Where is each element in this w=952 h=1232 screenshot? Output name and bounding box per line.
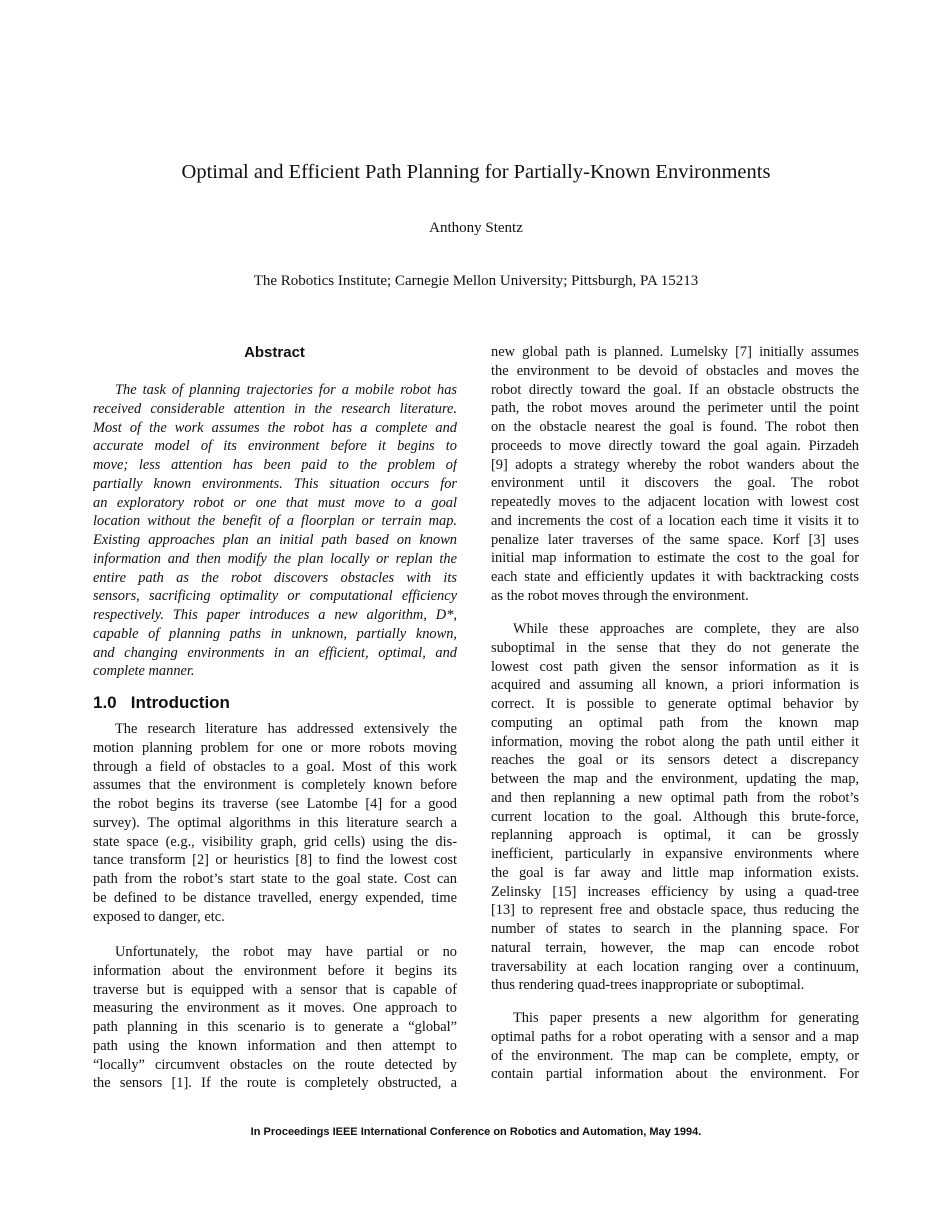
text-line: number of states to search in the planning space. For xyxy=(491,921,859,937)
text-line: traversability at each location ranging over a continuum, xyxy=(491,958,859,975)
text-line: move; less attention has been paid to the problem of xyxy=(93,457,457,473)
text-line: respectively. This paper introduces a new algorithm, D*, xyxy=(93,607,457,623)
text-line: Most of the work assumes the robot has a complete and xyxy=(93,419,457,436)
text-line: be defined to be distance travelled, energy expended, time xyxy=(93,889,457,906)
text-line: capable of planning paths in unknown, partially known, xyxy=(93,625,457,642)
text-line: of the environment. The map can be complete, empty, or xyxy=(491,1047,859,1064)
text-line: assumes that the environment is completely known before xyxy=(93,777,457,794)
text-line: initial map information to estimate the cost to the goal for xyxy=(491,550,859,567)
text-line: each state and efficiently updates it with backtracking costs xyxy=(491,569,859,585)
text-line: between the map and the environment, updating the map, xyxy=(491,771,859,787)
text-line: complete manner. xyxy=(93,663,195,680)
text-line: survey). The optimal algorithms in this literature search a xyxy=(93,814,457,831)
text-line: and then replanning a new optimal path from the robot’s xyxy=(491,789,859,806)
text-line: inefficient, particularly in expansive environments where xyxy=(491,846,859,862)
affiliation: The Robotics Institute; Carnegie Mellon University; Pittsburgh, PA 15213 xyxy=(253,273,699,289)
intro-paragraph-4 xyxy=(491,620,859,995)
text-line: the sensors [1]. If the route is completely obstructed, a xyxy=(93,1075,457,1092)
text-line: repeatedly moves to the adjacent location with lowest cost xyxy=(491,494,859,510)
text-line: exposed to danger, etc. xyxy=(93,908,225,925)
text-line: thus rendering quad-trees inappropriate or suboptimal. xyxy=(491,977,805,994)
text-line: as the robot moves through the environment. xyxy=(491,587,749,604)
abstract-heading: Abstract xyxy=(244,344,305,361)
text-line: information, moving the robot along the path until either it xyxy=(491,733,859,750)
text-line: acquired and assuming all known, a priori information is xyxy=(491,677,859,694)
text-line: traverse but is equipped with a sensor that is capable of xyxy=(93,981,457,998)
text-line: motion planning problem for one or more robots moving xyxy=(93,739,457,756)
text-line: While these approaches are complete, they are also xyxy=(513,621,859,637)
abstract-body xyxy=(93,381,457,681)
text-line: correct. It is possible to generate optimal behavior by xyxy=(491,696,859,712)
text-line: [9] adopts a strategy whereby the robot wanders about the xyxy=(491,456,859,473)
text-line: and increments the cost of a location each time it visits it to xyxy=(491,512,859,529)
intro-paragraph-1 xyxy=(93,720,457,926)
text-line: measuring the environment as it moves. One approach to xyxy=(93,1000,457,1017)
text-line: sensors, sacrificing optimality or computational efficiency xyxy=(93,588,457,605)
text-line: new global path is planned. Lumelsky [7] initially assumes xyxy=(491,344,859,360)
text-line: path using the known information and then attempt to xyxy=(93,1037,457,1054)
footer-citation: In Proceedings IEEE International Conference on Robotics and Automation, May 1994. xyxy=(250,1126,702,1138)
author: Anthony Stentz xyxy=(429,220,523,236)
text-line: received considerable attention in the research literature. xyxy=(93,400,457,417)
text-line: suboptimal in the sense that they do not generate the xyxy=(491,639,859,656)
introduction-heading: 1.0 Introduction xyxy=(93,693,230,712)
text-line: on the obstacle nearest the goal is found. The robot then xyxy=(491,419,859,435)
text-line: replanning approach is optimal, it can be grossly xyxy=(491,827,859,844)
text-line: Existing approaches plan an initial path based on known xyxy=(93,532,457,548)
text-line: entire path as the robot discovers obstacles with its xyxy=(93,569,457,586)
text-line: the robot begins its traverse (see Latombe [4] for a good xyxy=(93,796,457,812)
text-line: Unfortunately, the robot may have partial or no xyxy=(115,944,457,960)
text-line: path from the robot’s start state to the goal state. Cost can xyxy=(93,871,457,887)
text-line: information and then modify the plan locally or replan the xyxy=(93,550,457,567)
text-line: Zelinsky [15] increases efficiency by using a quad-tree xyxy=(491,883,859,900)
text-line: current location to the goal. Although this brute-force, xyxy=(491,808,859,825)
text-line: environment until it discovers the goal. The robot xyxy=(491,475,859,492)
text-line: “locally” circumvent obstacles on the route detected by xyxy=(93,1056,457,1073)
text-line: information about the environment before it begins its xyxy=(93,962,457,979)
text-line: tance transform [2] or heuristics [8] to find the lowest cost xyxy=(93,852,457,869)
text-line: computing an optimal path from the known map xyxy=(491,714,859,731)
text-line: The research literature has addressed extensively the xyxy=(115,721,457,737)
text-line: This paper presents a new algorithm for generating xyxy=(513,1010,859,1026)
intro-paragraph-3 xyxy=(491,343,859,606)
text-line: optimal paths for a robot operating with a sensor and a map xyxy=(491,1028,859,1045)
text-line: location without the benefit of a floorplan or terrain map. xyxy=(93,513,457,530)
text-line: through a field of obstacles to a goal. Most of this work xyxy=(93,758,457,775)
text-line: robot directly toward the goal. If an obstacle obstructs the xyxy=(491,381,859,398)
text-line: and changing environments in an efficient, optimal, and xyxy=(93,644,457,661)
text-line: the environment to be devoid of obstacles and moves the xyxy=(491,362,859,379)
text-line: the goal is far away and little map information exists. xyxy=(491,864,859,881)
text-line: contain partial information about the environment. For xyxy=(491,1066,859,1083)
text-line: lowest cost path given the sensor information as it is xyxy=(491,658,859,675)
text-line: reaches the goal or its sensors detect a discrepancy xyxy=(491,752,859,769)
text-line: state space (e.g., visibility graph, grid cells) using the dis- xyxy=(93,833,457,850)
paper-title: Optimal and Efficient Path Planning for Partially-Known Environments xyxy=(181,161,771,183)
text-line: The task of planning trajectories for a mobile robot has xyxy=(115,382,457,398)
text-line: natural terrain, however, the map can encode robot xyxy=(491,939,859,956)
text-line: penalize later traverses of the same space. Korf [3] uses xyxy=(491,531,859,548)
text-line: proceeds to move directly toward the goal again. Pirzadeh xyxy=(491,437,859,454)
text-line: path, the robot moves around the perimeter until the point xyxy=(491,400,859,417)
text-line: partially known environments. This situation occurs for xyxy=(93,475,457,492)
text-line: accurate model of its environment before it begins to xyxy=(93,438,457,455)
intro-paragraph-2 xyxy=(93,943,457,1093)
intro-paragraph-5 xyxy=(491,1009,859,1084)
text-line: path planning in this scenario is to generate a “global” xyxy=(93,1019,457,1035)
text-line: an exploratory robot or one that must move to a goal xyxy=(93,494,457,511)
text-line: [13] to represent free and obstacle space, thus reducing the xyxy=(491,902,859,919)
